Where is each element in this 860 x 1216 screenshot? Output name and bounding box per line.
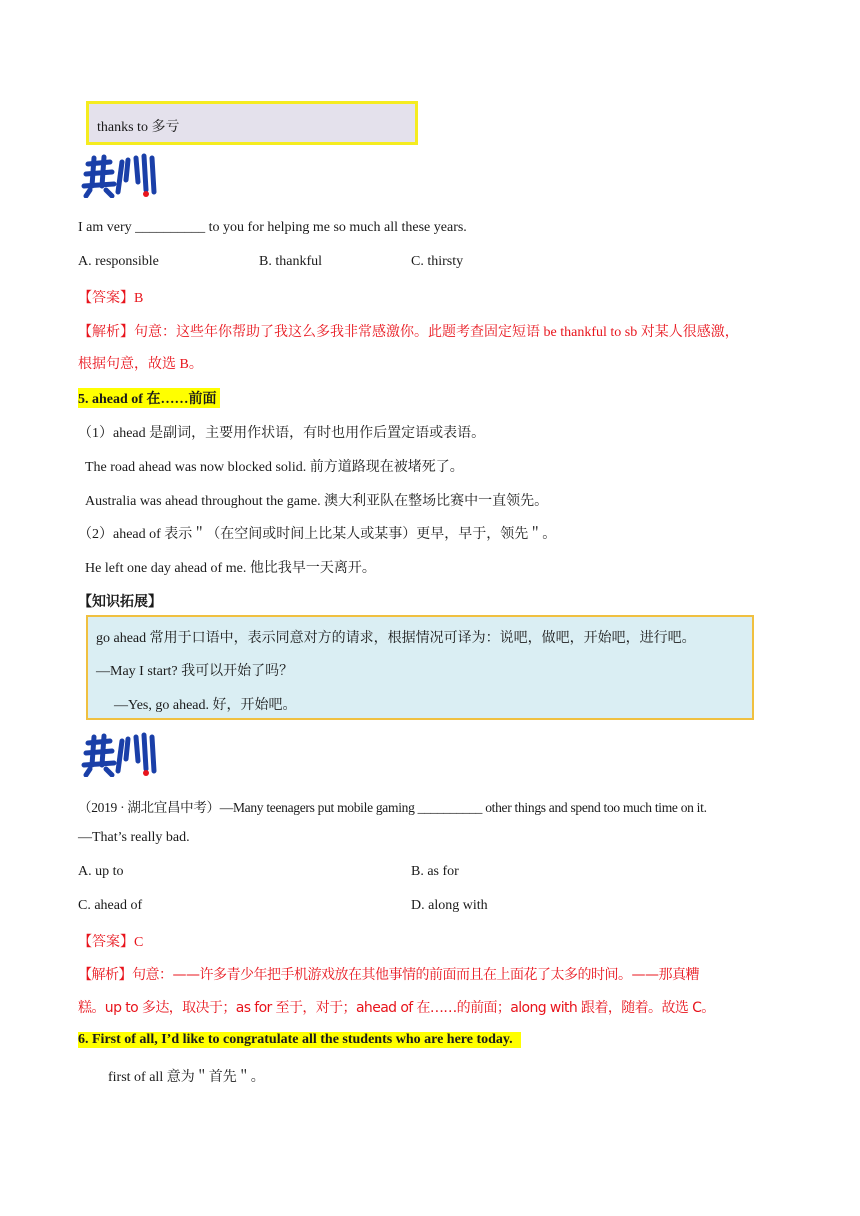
knowledge-extension-heading: 【知识拓展】 [78,595,162,610]
phrase-box-text: thanks to 多亏 [97,120,180,135]
example1-answer: 【答案】B [78,291,144,306]
section6-point1: first of all 意为＂首先＂。 [108,1070,265,1085]
example2-analysis-line2: 糕。up to 多达，取决于；as for 至于，对于；ahead of 在……的前面；along with 跟着，随着。故选 C。 [78,1000,715,1016]
section6-heading: 6. First of all, I’d like to congratulate all the students who are here today. [78,1032,521,1048]
example1-option-a: A. responsible [78,254,159,269]
example2-option-c: C. ahead of [78,898,143,913]
example2-analysis-line1: 【解析】句意：——许多青少年把手机游戏放在其他事情的前面而且在上面花了太多的时间。——那真糟 [78,967,699,983]
example1-analysis-line1: 【解析】句意：这些年你帮助了我这么多我非常感激你。此题考查固定短语 be thankful to sb 对某人很感激， [78,325,739,340]
section5-point1: （1）ahead 是副词，主要用作状语，有时也用作后置定语或表语。 [78,426,486,441]
section5-heading: 5. ahead of 在……前面 [78,388,220,408]
example-logo-icon [80,731,162,777]
example1-analysis-line2: 根据句意，故选 B。 [78,357,203,372]
example-logo-icon [80,152,162,198]
phrase-box [86,101,418,145]
example1-option-b: B. thankful [259,254,322,269]
example1-question: I am very __________ to you for helping me so much all these years. [78,220,467,235]
example2-option-a: A. up to [78,864,124,879]
example2-option-d: D. along with [411,898,488,913]
example2-answer: 【答案】C [78,935,144,950]
example1-option-c: C. thirsty [411,254,464,269]
section5-point2: （2）ahead of 表示＂（在空间或时间上比某人或某事）更早，早于，领先＂。 [78,527,557,542]
extension-line1: go ahead 常用于口语中，表示同意对方的请求，根据情况可译为：说吧，做吧，开始吧，进行吧。 [96,631,696,646]
section5-example3: He left one day ahead of me. 他比我早一天离开。 [85,561,376,576]
knowledge-extension-box [86,615,754,720]
example2-reply: —That’s really bad. [78,830,190,845]
section5-example1: The road ahead was now blocked solid. 前方道路现在被堵死了。 [85,460,464,475]
section5-example2: Australia was ahead throughout the game. 澳大利亚队在整场比赛中一直领先。 [85,494,549,509]
example2-option-b: B. as for [411,864,459,879]
extension-line2: —May I start? 我可以开始了吗？ [96,664,294,679]
example2-question: （2019 · 湖北宜昌中考）—Many teenagers put mobile gaming __________ other things and spend too much time on it. [78,800,707,815]
extension-line3: —Yes, go ahead. 好，开始吧。 [114,698,297,713]
